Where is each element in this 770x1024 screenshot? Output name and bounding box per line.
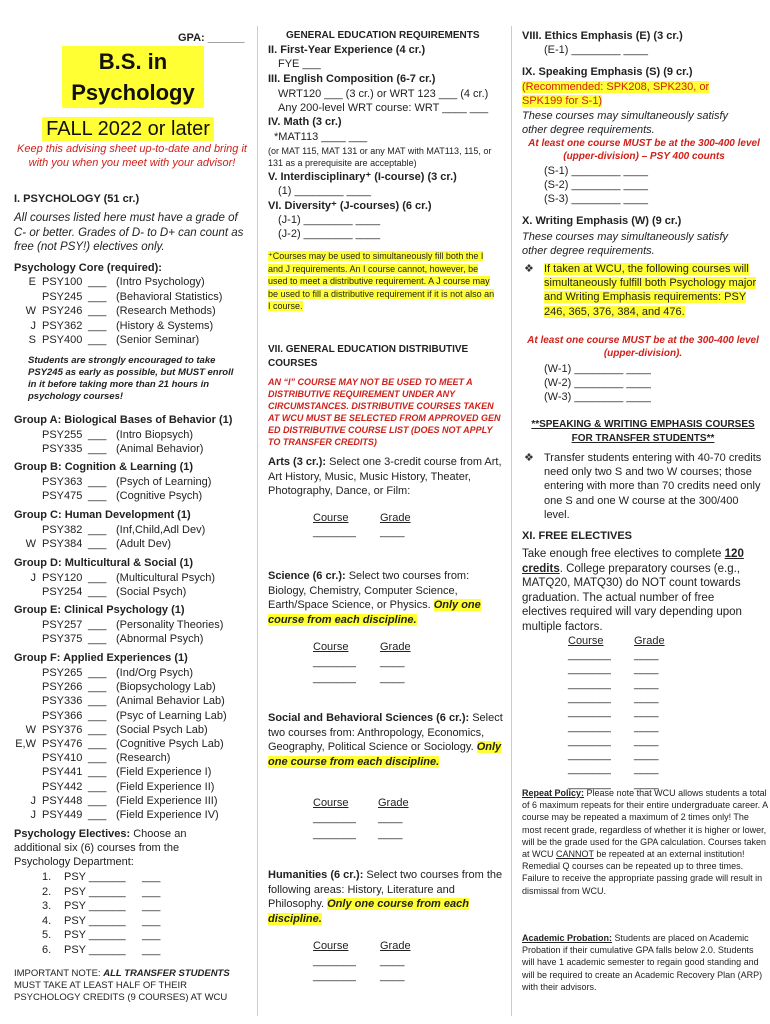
- course-prefix: J: [30, 809, 36, 821]
- distributive-warning: AN “I” COURSE MAY NOT BE USED TO MEET A DISTRIBUTIVE REQUIREMENT UNDER ANY CIRCUMSTANCES. DISTRIBUTIVE COURSES TAKEN AT WCU MUST BE SELECTED FROM APPROVED GEN ED DISTRIBUTIVE COURSE LIST (DOES NOT APPLY TO TRANSFER CREDITS): [268, 377, 501, 447]
- science-grade-blank-1[interactable]: ____: [380, 656, 405, 668]
- plus-note: ⁺Courses may be used to simultaneously fill both the I and J requirements. An I course cannot, however, be used to meet a distributive requirement. A J course may be used to fill a distributive requirement if it is not also an I course.: [268, 251, 495, 311]
- course-blank[interactable]: ___: [88, 538, 107, 551]
- elective-course-blank[interactable]: PSY ______: [64, 929, 126, 941]
- fye-line: FYE ___: [278, 58, 321, 70]
- course-blank[interactable]: ___: [88, 667, 107, 679]
- repeat-text-3: Remedial Q courses can be repeated up to three times. Failure to receive the appropriate passing grade will result in dismissal from WCU.: [522, 861, 763, 896]
- elective-course-blank[interactable]: PSY ______: [64, 871, 126, 883]
- english-line-2: Any 200-level WRT course: WRT ____ ___: [278, 102, 489, 114]
- science-course-blank-1[interactable]: _______: [313, 656, 356, 668]
- course-name: (Field Experience IV): [116, 809, 219, 821]
- course-code: PSY476: [42, 738, 83, 750]
- ethics-heading: VIII. Ethics Emphasis (E) (3 cr.): [522, 30, 683, 42]
- course-name: (Senior Seminar): [116, 334, 200, 346]
- course-code: PSY246: [42, 305, 83, 317]
- elective-number: 1.: [42, 871, 52, 883]
- course-blank[interactable]: ___: [88, 490, 107, 503]
- title-line-2: Psychology: [62, 77, 204, 108]
- course-prefix: W: [25, 305, 36, 317]
- course-name: (Personality Theories): [116, 619, 224, 631]
- speaking-line-3: (S-3) ________ ____: [544, 193, 648, 205]
- free-grade-blank[interactable]: ____: [634, 663, 659, 676]
- speaking-recommended: (Recommended: SPK208, SPK230, or SPK199 for S-1): [522, 81, 710, 107]
- interdisciplinary-line: (1) ________ ____: [278, 185, 371, 197]
- elective-grade-blank[interactable]: ___: [142, 943, 161, 956]
- important-rest: MUST TAKE AT LEAST HALF OF THEIR PSYCHOLOGY CREDITS (9 COURSES) AT WCU: [14, 980, 228, 1003]
- group-heading: Group C: Human Development (1): [14, 509, 191, 521]
- elective-grade-blank[interactable]: ___: [142, 929, 161, 941]
- course-prefix: E: [28, 276, 36, 288]
- course-blank[interactable]: ___: [88, 429, 107, 441]
- course-blank[interactable]: ___: [88, 695, 107, 708]
- electives-description: Choose an additional six (6) courses from the Psychology Department:: [14, 828, 187, 868]
- free-course-blank[interactable]: _______: [568, 734, 611, 747]
- free-course-label: Course: [568, 635, 604, 647]
- transfer-bullet-icon: ❖: [524, 452, 534, 464]
- elective-number: 3.: [42, 900, 52, 912]
- speaking-recommended-block: [522, 80, 736, 108]
- course-code: PSY254: [42, 586, 83, 599]
- course-blank[interactable]: ___: [88, 572, 107, 584]
- course-blank[interactable]: ___: [88, 723, 107, 736]
- psy245-note: Students are strongly encouraged to take PSY245 as early as possible, but MUST enroll in it before taking more than 21 hours in psychology courses!: [28, 355, 234, 402]
- course-name: (Biopsychology Lab): [116, 681, 216, 694]
- social-grade-blank-1[interactable]: ____: [378, 812, 403, 824]
- free-electives-heading: XI. FREE ELECTIVES: [522, 530, 633, 542]
- humanities-text: Select two courses from the following areas: History, Literature and Philosophy.: [268, 869, 503, 910]
- elective-number: 5.: [42, 929, 52, 941]
- science-highlight: Only one course from each discipline.: [268, 599, 481, 626]
- course-name: (Intro Psychology): [116, 276, 205, 288]
- repeat-text-1: Please note that WCU allows students a total of 6 maximum repeats for their entire undergraduate career. A course may be repeated a maximum of 2 times only! The most recent grade, regardless of whether it is higher or lower, will be the grade used for the GPA calculation. Courses taken at WCU: [522, 788, 768, 860]
- humanities-course-blank-2[interactable]: _______: [313, 970, 356, 982]
- science-lead: Science (6 cr.):: [268, 570, 346, 582]
- english-heading: III. English Composition (6-7 cr.): [268, 73, 436, 85]
- arts-text: Select one 3-credit course from Art, Art History, Music, Music History, Theater, Photography, Dance, or Film:: [268, 456, 502, 497]
- course-name: (Adult Dev): [116, 538, 172, 551]
- course-name: (Social Psych): [116, 586, 187, 599]
- probation-text: Students are placed on Academic Probation if their cumulative GPA falls below 2.0. Students will have 1 academic semester to regain good standing and will be required to create an Academic Recovery Plan (ARP) with their advisors.: [522, 933, 763, 992]
- course-blank[interactable]: ___: [88, 586, 107, 599]
- academic-probation: [522, 932, 768, 993]
- course-code: PSY265: [42, 667, 83, 679]
- social-course-blank-1[interactable]: _______: [313, 812, 356, 824]
- speaking-line-2: (S-2) ________ ____: [544, 179, 648, 191]
- free-grade-blank[interactable]: ____: [634, 777, 659, 790]
- course-code: PSY400: [42, 334, 83, 346]
- important-bold: ALL TRANSFER STUDENTS: [103, 968, 230, 979]
- psychology-heading: I. PSYCHOLOGY (51 cr.): [14, 193, 140, 205]
- science-grade-label: Grade: [380, 641, 411, 653]
- free-course-blank[interactable]: _______: [568, 720, 611, 733]
- social-course-label: Course: [313, 797, 349, 809]
- course-blank[interactable]: ___: [88, 709, 107, 722]
- social-course-blank-2[interactable]: _______: [313, 828, 356, 840]
- course-name: (Field Experience I): [116, 766, 212, 779]
- plus-note-block: [268, 250, 496, 313]
- course-name: (Multicultural Psych): [116, 572, 216, 584]
- course-code: PSY100: [42, 276, 83, 288]
- course-prefix: W: [25, 538, 36, 551]
- repeat-cannot: CANNOT: [556, 849, 594, 860]
- course-code: PSY384: [42, 538, 83, 551]
- writing-line-1: (W-1) ________ ____: [544, 363, 651, 375]
- writing-bullet-block: [544, 262, 762, 319]
- course-blank[interactable]: ___: [88, 766, 107, 779]
- humanities-grade-blank-1[interactable]: ____: [380, 955, 405, 967]
- course-blank[interactable]: ___: [88, 738, 107, 750]
- speaking-upper-division: At least one course MUST be at the 300-400 level (upper-division) – PSY 400 counts: [528, 138, 760, 162]
- ethics-line: (E-1) ________ ____: [544, 44, 648, 56]
- group-heading: Group D: Multicultural & Social (1): [14, 557, 194, 569]
- course-name: (Research Methods): [116, 305, 216, 317]
- course-blank[interactable]: ___: [88, 276, 107, 288]
- course-code: PSY448: [42, 794, 83, 807]
- writing-line-3: (W-3) ________ ____: [544, 391, 651, 403]
- free-grade-blank[interactable]: ____: [634, 720, 659, 733]
- math-note: (or MAT 115, MAT 131 or any MAT with MAT113, 115, or 131 as a prerequisite are acceptable): [268, 146, 492, 168]
- course-blank[interactable]: ___: [88, 319, 107, 332]
- free-course-blank[interactable]: _______: [568, 777, 611, 790]
- course-code: PSY366: [42, 709, 83, 722]
- diversity-line-1: (J-1) ________ ____: [278, 214, 381, 226]
- free-grade-blank[interactable]: ____: [634, 677, 659, 690]
- gen-ed-heading: GENERAL EDUCATION REQUIREMENTS: [286, 30, 480, 41]
- elective-course-blank[interactable]: PSY ______: [64, 943, 126, 956]
- keep-note: Keep this advising sheet up-to-date and bring it with you when you meet with your advisor!: [17, 143, 247, 169]
- elective-number: 6.: [42, 943, 52, 956]
- course-prefix: S: [28, 334, 36, 346]
- course-name: (Abnormal Psych): [116, 633, 204, 646]
- course-blank[interactable]: ___: [88, 476, 107, 488]
- important-lead: IMPORTANT NOTE:: [14, 968, 101, 979]
- elective-grade-blank[interactable]: ___: [142, 871, 161, 883]
- free-grade-label: Grade: [634, 635, 665, 647]
- writing-heading: X. Writing Emphasis (W) (9 cr.): [522, 215, 682, 227]
- free-electives-pre: Take enough free electives to complete: [522, 548, 722, 560]
- group-heading: Group F: Applied Experiences (1): [14, 652, 188, 664]
- course-code: PSY449: [42, 809, 83, 821]
- group-heading: Group A: Biological Bases of Behavior (1): [14, 414, 233, 426]
- course-prefix: J: [30, 572, 36, 584]
- course-code: PSY382: [42, 524, 83, 536]
- course-blank[interactable]: ___: [88, 524, 107, 536]
- transfer-text: Transfer students entering with 40-70 credits need only two S and two W courses; those entering with more than 70 credits need only one S and one W course at the 300/400 level.: [544, 452, 762, 521]
- course-code: PSY120: [42, 572, 83, 584]
- arts-grade-label: Grade: [380, 512, 411, 524]
- science-grade-blank-2[interactable]: ____: [380, 672, 405, 684]
- course-prefix: E,W: [15, 738, 36, 750]
- free-grade-blank[interactable]: ____: [634, 734, 659, 747]
- elective-grade-blank[interactable]: ___: [142, 914, 161, 927]
- title-line-1: B.S. in: [62, 46, 204, 77]
- humanities-grade-label: Grade: [380, 940, 411, 952]
- course-blank[interactable]: ___: [88, 752, 107, 765]
- course-name: (Cognitive Psych Lab): [116, 738, 224, 750]
- arts-course-blank[interactable]: _______: [313, 526, 356, 538]
- free-grade-blank[interactable]: ____: [634, 691, 659, 704]
- free-course-blank[interactable]: _______: [568, 663, 611, 676]
- course-blank[interactable]: ___: [88, 443, 107, 456]
- humanities-lead: Humanities (6 cr.):: [268, 869, 364, 881]
- course-code: PSY363: [42, 476, 83, 488]
- distributive-heading: VII. GENERAL EDUCATION DISTRIBUTIVE COURSES: [268, 344, 469, 369]
- free-electives-block: [522, 547, 762, 634]
- writing-bullet: If taken at WCU, the following courses will simultaneously fulfill both Psychology major and Writing Emphasis requirements: PSY 246, 365, 376, 384, and 476.: [544, 263, 757, 318]
- science-course-blank-2[interactable]: _______: [313, 672, 356, 684]
- free-grade-blank[interactable]: ____: [634, 706, 659, 719]
- transfer-heading: **SPEAKING & WRITING EMPHASIS COURSES FOR TRANSFER STUDENTS**: [531, 419, 755, 444]
- arts-grade-blank[interactable]: ____: [380, 526, 405, 538]
- writing-simultaneous: These courses may simultaneously satisfy other degree requirements.: [522, 231, 729, 257]
- course-name: (History & Systems): [116, 319, 214, 332]
- course-name: (Research): [116, 752, 171, 765]
- free-course-blank[interactable]: _______: [568, 677, 611, 690]
- humanities-highlight: Only one course from each discipline.: [268, 898, 469, 925]
- term-label: FALL 2022 or later: [42, 117, 214, 141]
- humanities-block: [268, 868, 508, 926]
- course-blank[interactable]: ___: [88, 780, 107, 793]
- humanities-course-label: Course: [313, 940, 349, 952]
- course-blank[interactable]: ___: [88, 305, 107, 317]
- free-course-blank[interactable]: _______: [568, 763, 611, 776]
- course-name: (Cognitive Psych): [116, 490, 203, 503]
- arts-lead: Arts (3 cr.):: [268, 456, 327, 468]
- probation-lead: Academic Probation:: [522, 933, 613, 943]
- social-grade-label: Grade: [378, 797, 409, 809]
- fye-heading: II. First-Year Experience (4 cr.): [268, 44, 426, 56]
- social-lead: Social and Behavioral Sciences (6 cr.):: [268, 712, 470, 724]
- course-blank[interactable]: ___: [88, 290, 107, 303]
- course-blank[interactable]: ___: [88, 619, 107, 631]
- course-blank[interactable]: ___: [88, 334, 107, 346]
- course-name: (Field Experience III): [116, 794, 218, 807]
- science-course-label: Course: [313, 641, 349, 653]
- science-block: [268, 569, 508, 627]
- electives-heading: Psychology Electives:: [14, 828, 131, 840]
- course-name: (Behavioral Statistics): [116, 290, 223, 303]
- free-course-blank[interactable]: _______: [568, 691, 611, 704]
- arts-block: [268, 455, 506, 499]
- diamond-bullet-icon: ❖: [524, 263, 534, 275]
- core-heading: Psychology Core (required):: [14, 262, 162, 274]
- course-code: PSY375: [42, 633, 83, 646]
- course-code: PSY335: [42, 443, 83, 456]
- interdisciplinary-heading: V. Interdisciplinary⁺ (I-course) (3 cr.): [268, 171, 457, 183]
- gpa-field: GPA: ______: [178, 32, 245, 44]
- group-heading: Group B: Cognition & Learning (1): [14, 461, 194, 473]
- free-electives-text: . College preparatory courses (e.g., MATQ20, MATQ30) do NOT count towards graduation. The actual number of free electives required will vary depending upon multiple factors.: [522, 562, 742, 633]
- diversity-heading: VI. Diversity⁺ (J-courses) (6 cr.): [268, 200, 432, 212]
- diversity-line-2: (J-2) ________ ____: [278, 228, 381, 240]
- science-text: Select two courses from: Biology, Chemistry, Computer Science, Earth/Space Science, or Physics.: [268, 570, 470, 611]
- course-code: PSY376: [42, 723, 83, 736]
- psychology-description: All courses listed here must have a grade of C- or better. Grades of D- to D+ can count as free (not PSY!) electives only.: [14, 212, 244, 253]
- course-prefix: J: [30, 794, 36, 807]
- course-code: PSY245: [42, 290, 83, 303]
- elective-grade-blank[interactable]: ___: [142, 885, 161, 898]
- course-name: (Intro Biopsych): [116, 429, 194, 441]
- course-name: (Animal Behavior): [116, 443, 204, 456]
- course-code: PSY442: [42, 780, 83, 793]
- social-text: Select two courses from: Anthropology, Economics, Geography, Political Science or Sociology.: [268, 712, 503, 753]
- course-blank[interactable]: ___: [88, 809, 107, 821]
- humanities-course-blank-1[interactable]: _______: [313, 955, 356, 967]
- course-code: PSY475: [42, 490, 83, 503]
- writing-upper-division: At least one course MUST be at the 300-400 level (upper-division).: [527, 335, 759, 359]
- course-code: PSY410: [42, 752, 83, 765]
- course-name: (Animal Behavior Lab): [116, 695, 225, 708]
- course-code: PSY336: [42, 695, 83, 708]
- course-code: PSY266: [42, 681, 83, 694]
- free-electives-credits: 120 credits: [522, 548, 744, 575]
- important-note: [14, 968, 252, 1004]
- course-name: (Psych of Learning): [116, 476, 212, 488]
- speaking-heading: IX. Speaking Emphasis (S) (9 cr.): [522, 66, 693, 78]
- group-heading: Group E: Clinical Psychology (1): [14, 604, 185, 616]
- math-heading: IV. Math (3 cr.): [268, 116, 342, 128]
- course-code: PSY362: [42, 319, 83, 332]
- free-grade-blank[interactable]: ____: [634, 749, 659, 762]
- course-prefix: J: [30, 319, 36, 332]
- course-name: (Ind/Org Psych): [116, 667, 194, 679]
- repeat-policy: [522, 787, 768, 897]
- writing-line-2: (W-2) ________ ____: [544, 377, 651, 389]
- free-grade-blank[interactable]: ____: [634, 649, 659, 661]
- free-course-blank[interactable]: _______: [568, 649, 611, 661]
- speaking-simultaneous: These courses may simultaneously satisfy other degree requirements.: [522, 110, 729, 136]
- social-grade-blank-2[interactable]: ____: [378, 828, 403, 840]
- elective-grade-blank[interactable]: ___: [142, 900, 161, 912]
- course-name: (Psyc of Learning Lab): [116, 709, 227, 722]
- course-code: PSY255: [42, 429, 83, 441]
- course-code: PSY257: [42, 619, 83, 631]
- course-name: (Inf,Child,Adl Dev): [116, 524, 206, 536]
- social-block: [268, 711, 508, 769]
- course-blank[interactable]: ___: [88, 633, 107, 646]
- free-course-blank[interactable]: _______: [568, 706, 611, 719]
- social-highlight: Only one course from each discipline.: [268, 741, 502, 768]
- elective-number: 4.: [42, 914, 52, 927]
- free-course-blank[interactable]: _______: [568, 749, 611, 762]
- humanities-grade-blank-2[interactable]: ____: [380, 970, 405, 982]
- elective-number: 2.: [42, 885, 52, 898]
- arts-course-label: Course: [313, 512, 349, 524]
- english-line-1: WRT120 ___ (3 cr.) or WRT 123 ___ (4 cr.): [278, 88, 489, 100]
- free-grade-blank[interactable]: ____: [634, 763, 659, 776]
- repeat-lead: Repeat Policy:: [522, 788, 585, 798]
- course-blank[interactable]: ___: [88, 681, 107, 694]
- course-name: (Social Psych Lab): [116, 723, 208, 736]
- course-prefix: W: [25, 723, 36, 736]
- elective-course-blank[interactable]: PSY ______: [64, 914, 126, 927]
- math-line: *MAT113 ____ ___: [274, 131, 368, 143]
- elective-course-blank[interactable]: PSY ______: [64, 885, 126, 898]
- course-blank[interactable]: ___: [88, 794, 107, 807]
- course-code: PSY441: [42, 766, 83, 779]
- elective-course-blank[interactable]: PSY ______: [64, 900, 126, 912]
- electives-block: [14, 827, 236, 869]
- repeat-text-2: be repeated at an external institution!: [596, 849, 745, 860]
- speaking-line-1: (S-1) ________ ____: [544, 165, 648, 177]
- course-name: (Field Experience II): [116, 780, 215, 793]
